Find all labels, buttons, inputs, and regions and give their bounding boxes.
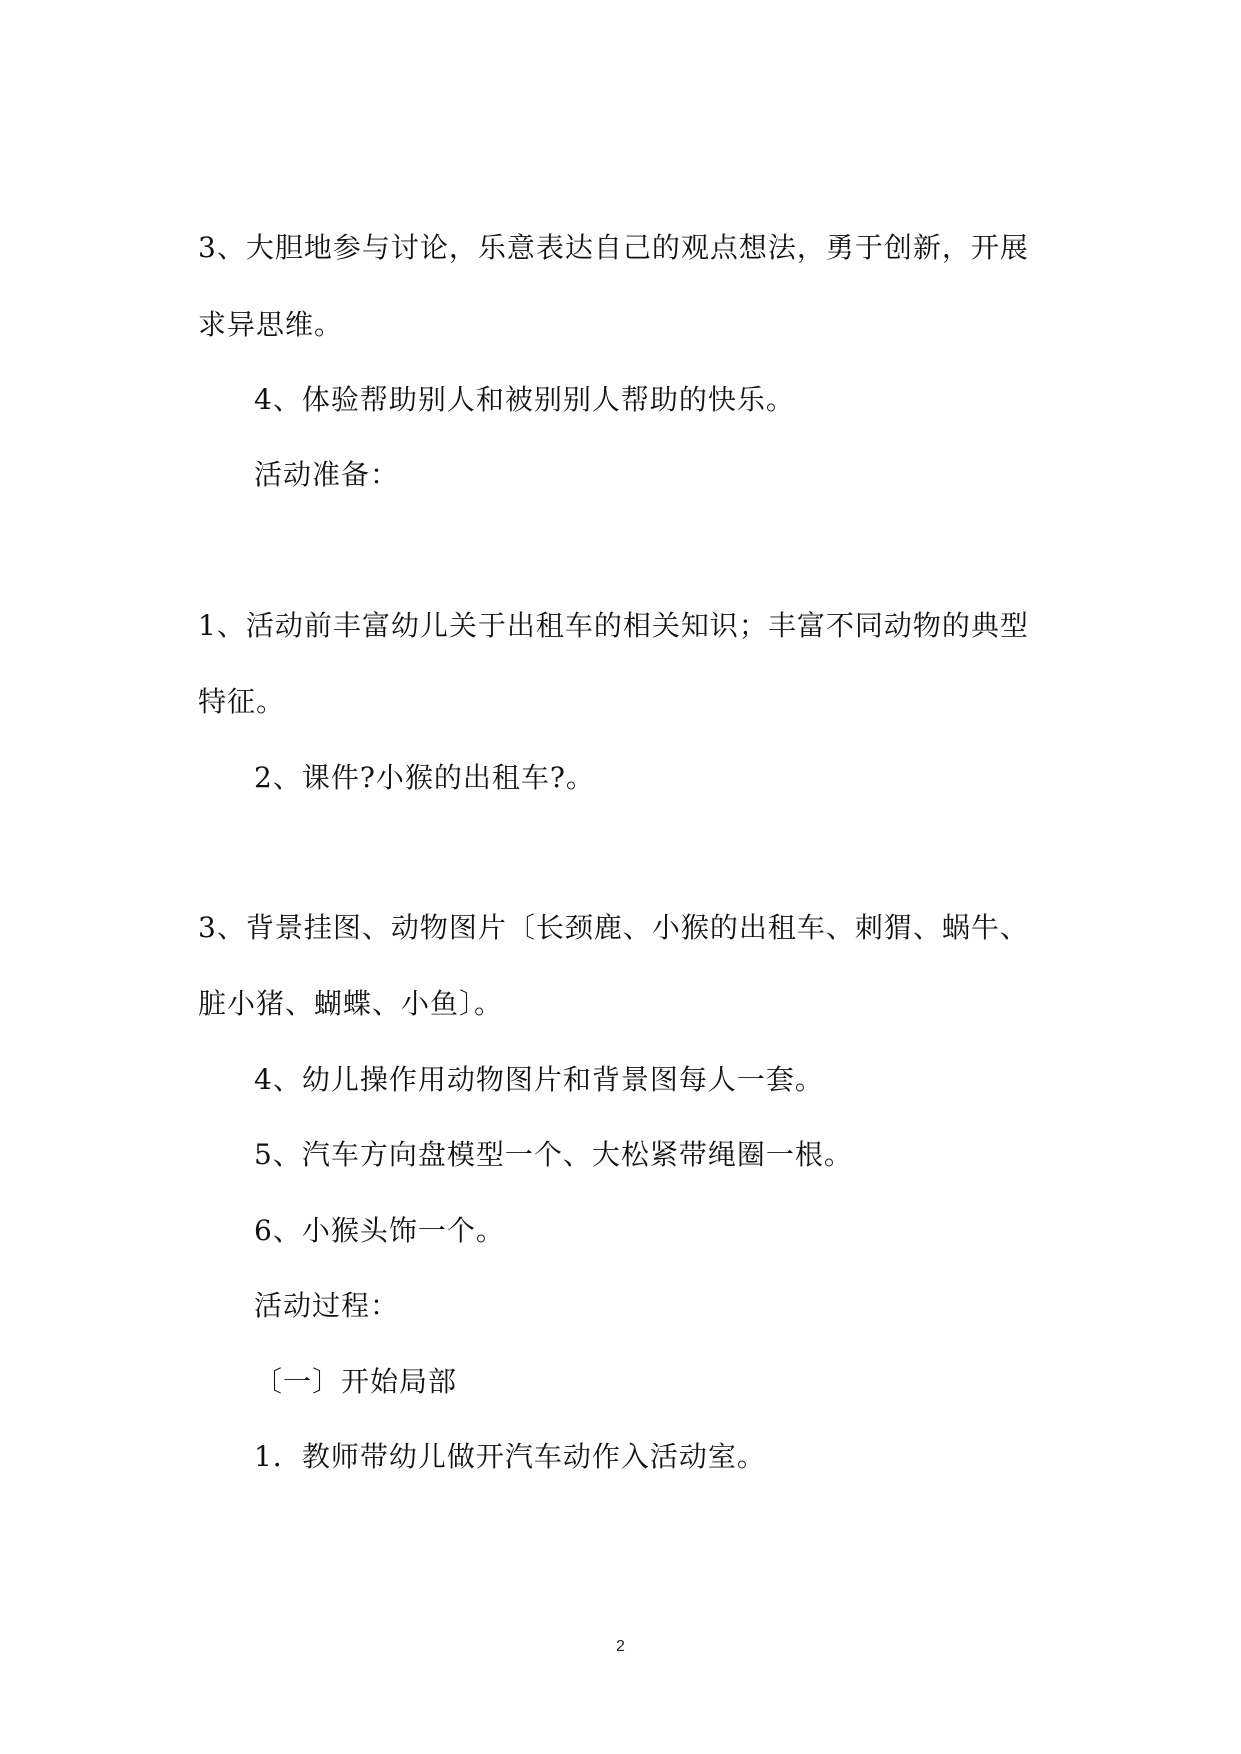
prep-6: 6、小猴头饰一个。 xyxy=(254,1214,505,1247)
goal-4: 4、体验帮助别人和被别别人帮助的快乐。 xyxy=(254,383,795,416)
prep-5: 5、汽车方向盘模型一个、大松紧带绳圈一根。 xyxy=(254,1138,853,1171)
section-heading-preparation: 活动准备： xyxy=(254,458,400,491)
prep-4: 4、幼儿操作用动物图片和背景图每人一套。 xyxy=(254,1063,824,1096)
prep-3-line-2: 脏小猪、蝴蝶、小鱼〕。 xyxy=(198,987,504,1020)
process-step-1: 1．教师带幼儿做开汽车动作入活动室。 xyxy=(254,1440,766,1473)
prep-1-line-2: 特征。 xyxy=(198,685,286,718)
prep-3-line-1: 3、背景挂图、动物图片〔长颈鹿、小猴的出租车、刺猬、蜗牛、 xyxy=(198,911,1029,944)
page-number: 2 xyxy=(616,1638,625,1655)
prep-2: 2、课件?小猴的出租车?。 xyxy=(254,761,595,794)
goal-3-line-1: 3、大胆地参与讨论，乐意表达自己的观点想法，勇于创新，开展 xyxy=(198,231,1029,264)
subsection-heading-start: 〔一〕开始局部 xyxy=(254,1365,458,1398)
goal-3-line-2: 求异思维。 xyxy=(198,308,344,341)
section-heading-process: 活动过程： xyxy=(254,1289,400,1322)
prep-1-line-1: 1、活动前丰富幼儿关于出租车的相关知识；丰富不同动物的典型 xyxy=(198,609,1029,642)
